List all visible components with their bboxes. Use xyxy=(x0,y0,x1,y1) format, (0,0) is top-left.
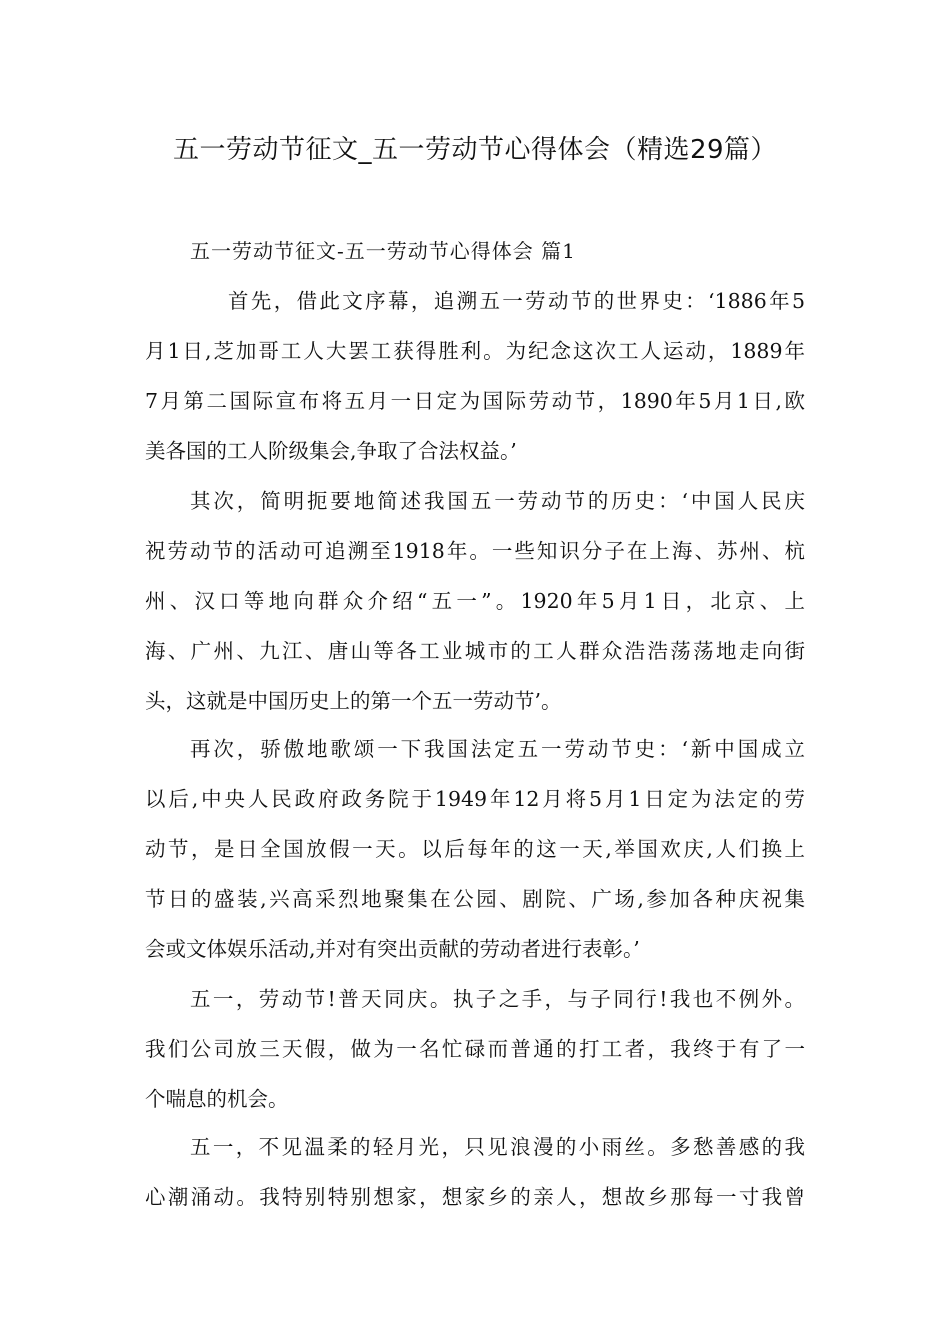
paragraph-line: 再次，骄傲地歌颂一下我国法定五一劳动节史：‘新中国成立 xyxy=(190,737,805,761)
paragraph-line: 海、广州、九江、唐山等各工业城市的工人群众浩浩荡荡地走向街 xyxy=(145,639,805,663)
paragraph-line: 头，这就是中国历史上的第一个五一劳动节’。 xyxy=(145,689,562,713)
paragraph-line: 其次，简明扼要地简述我国五一劳动节的历史：‘中国人民庆 xyxy=(190,489,805,513)
paragraph-line: 五一，不见温柔的轻月光，只见浪漫的小雨丝。多愁善感的我 xyxy=(190,1135,805,1159)
paragraph-line: 心潮涌动。我特别特别想家，想家乡的亲人，想故乡那每一寸我曾 xyxy=(145,1185,805,1209)
paragraph-line: 7月第二国际宣布将五月一日定为国际劳动节，1890年5月1日,欧 xyxy=(145,389,805,413)
paragraph-line: 月1日,芝加哥工人大罢工获得胜利。为纪念这次工人运动，1889年 xyxy=(145,339,805,363)
paragraph-line: 我们公司放三天假，做为一名忙碌而普通的打工者，我终于有了一 xyxy=(145,1037,805,1061)
paragraph-line: 节日的盛装,兴高采烈地聚集在公园、剧院、广场,参加各种庆祝集 xyxy=(145,887,805,911)
paragraph-line: 五一，劳动节!普天同庆。执子之手，与子同行!我也不例外。 xyxy=(190,987,805,1011)
paragraph-line: 以后,中央人民政府政务院于1949年12月将5月1日定为法定的劳 xyxy=(145,787,805,811)
paragraph-line: 动节，是日全国放假一天。以后每年的这一天,举国欢庆,人们换上 xyxy=(145,837,805,861)
paragraph-line: 美各国的工人阶级集会,争取了合法权益。’ xyxy=(145,439,517,463)
paragraph-line: 会或文体娱乐活动,并对有突出贡献的劳动者进行表彰。’ xyxy=(145,937,640,961)
paragraph-line: 首先，借此文序幕，追溯五一劳动节的世界史：‘1886年5 xyxy=(228,289,805,313)
paragraph-line: 个喘息的机会。 xyxy=(145,1087,289,1111)
paragraph-line: 州、汉口等地向群众介绍“五一”。1920年5月1日，北京、上 xyxy=(145,589,805,613)
paragraph-line: 祝劳动节的活动可追溯至1918年。一些知识分子在上海、苏州、杭 xyxy=(145,539,805,563)
document-title: 五一劳动节征文_五一劳动节心得体会（精选29篇） xyxy=(172,135,778,165)
section-heading: 五一劳动节征文-五一劳动节心得体会 篇1 xyxy=(190,239,576,263)
